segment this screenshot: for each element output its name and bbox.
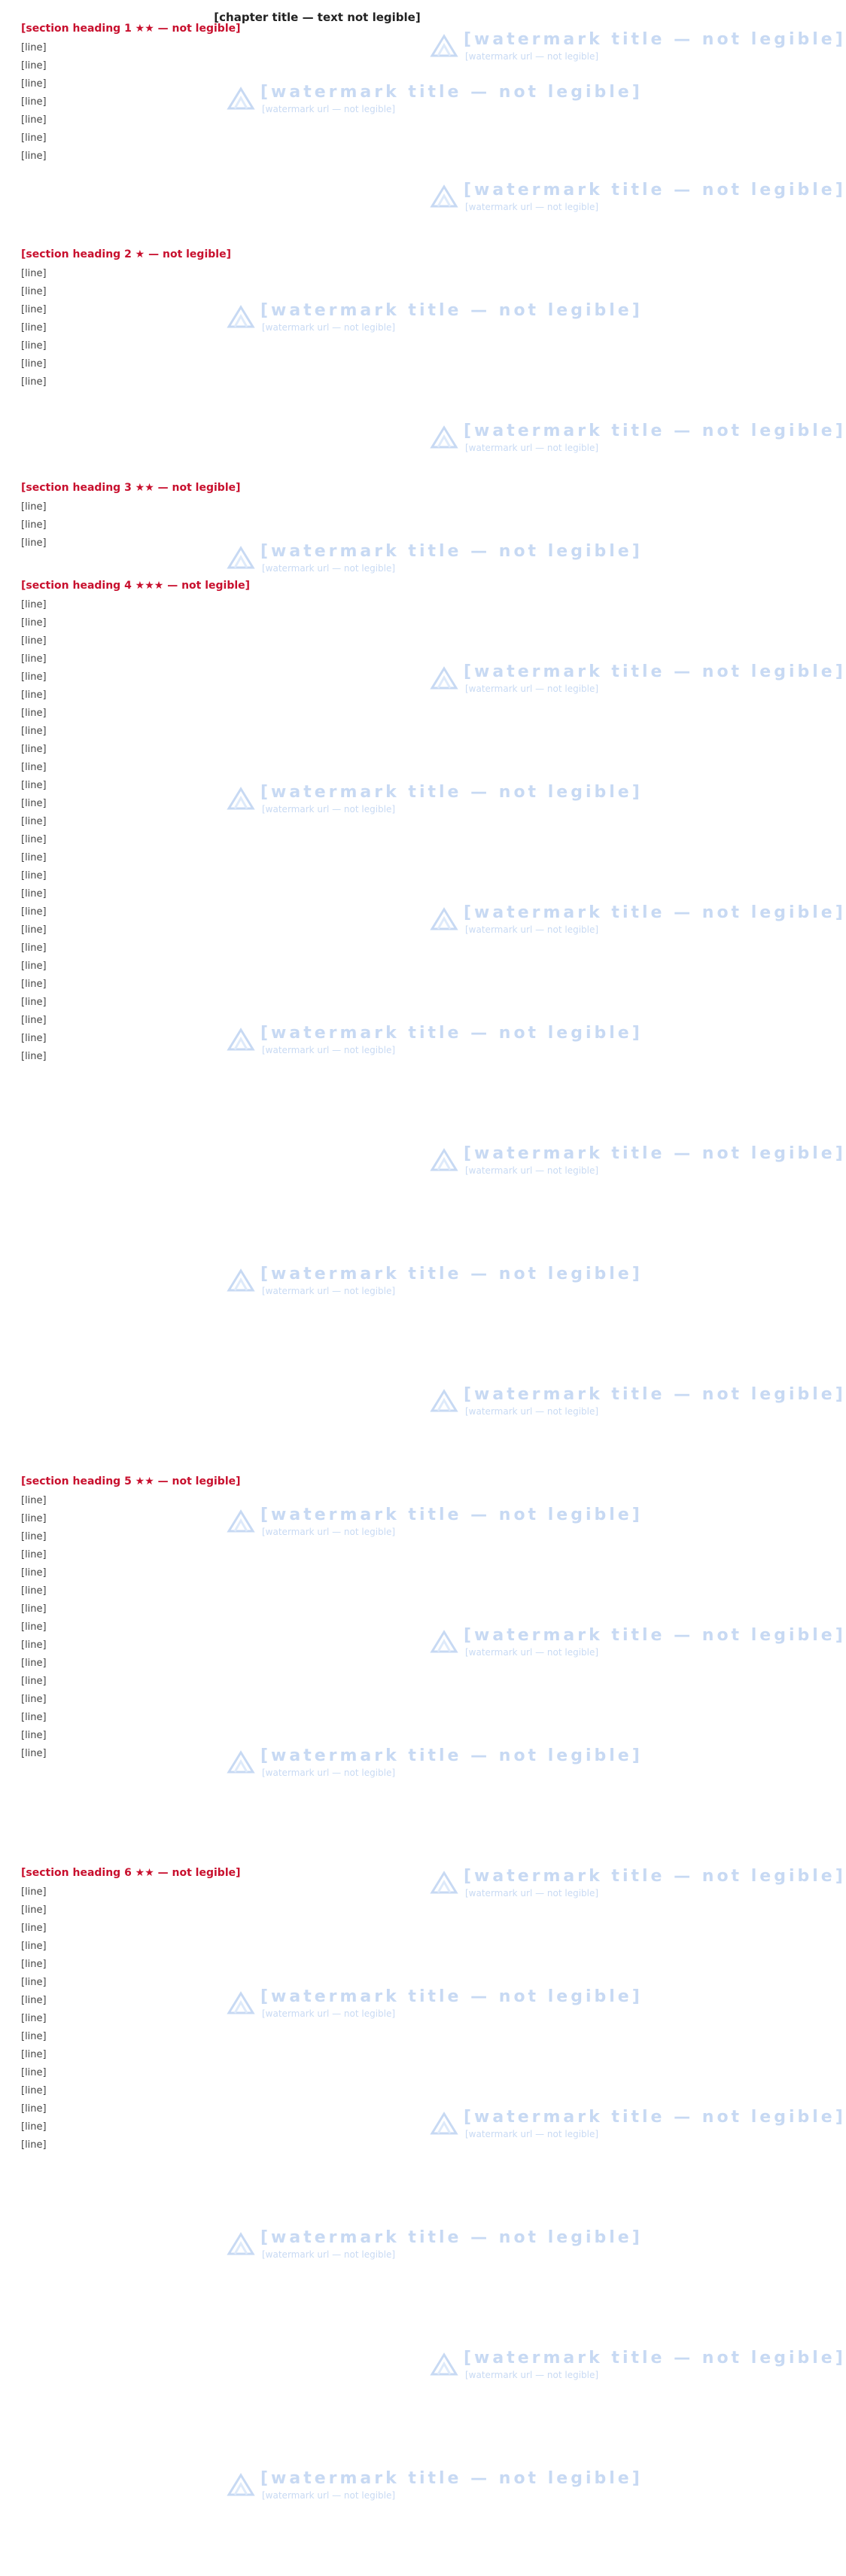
body-line: [line] xyxy=(21,1513,47,1524)
section-4 xyxy=(21,580,616,1066)
body-line: [line] xyxy=(21,2067,47,2078)
body-line: [line] xyxy=(21,924,47,936)
logo-icon xyxy=(226,86,256,113)
watermark-url: [watermark url — not legible] xyxy=(262,1286,396,1296)
body-line: [line] xyxy=(21,376,47,388)
body-line: [line] xyxy=(21,744,47,755)
watermark-title: [watermark title — not legible] xyxy=(260,1506,643,1524)
watermark-title: [watermark title — not legible] xyxy=(464,903,846,922)
watermark-logo xyxy=(226,1024,643,1058)
logo-icon xyxy=(226,1990,256,2017)
body-line: [line] xyxy=(21,1495,47,1506)
watermark-logo xyxy=(226,783,643,818)
body-line: [line] xyxy=(21,888,47,900)
body-line: [line] xyxy=(21,340,47,352)
body-line: [line] xyxy=(21,322,47,333)
watermark-title: [watermark title — not legible] xyxy=(260,301,643,320)
section-heading: [section heading 6 ★★ — not legible] xyxy=(21,1867,241,1879)
watermark-url: [watermark url — not legible] xyxy=(262,804,396,815)
watermark-title: [watermark title — not legible] xyxy=(260,2228,643,2247)
section-heading: [section heading 2 ★ — not legible] xyxy=(21,248,231,260)
logo-icon xyxy=(226,545,256,572)
watermark-url: [watermark url — not legible] xyxy=(465,2370,599,2380)
watermark-title: [watermark title — not legible] xyxy=(464,1867,846,1886)
body-line: [line] xyxy=(21,78,47,90)
watermark-url: [watermark url — not legible] xyxy=(465,51,599,62)
logo-icon xyxy=(226,2472,256,2499)
watermark-logo xyxy=(226,2469,643,2504)
body-line: [line] xyxy=(21,653,47,665)
body-line: [line] xyxy=(21,1676,47,1687)
logo-icon xyxy=(429,2111,459,2138)
body-line: [line] xyxy=(21,1748,47,1759)
body-line: [line] xyxy=(21,942,47,954)
watermark-logo xyxy=(429,2108,846,2142)
watermark-title: [watermark title — not legible] xyxy=(464,662,846,681)
body-line: [line] xyxy=(21,870,47,882)
watermark-title: [watermark title — not legible] xyxy=(260,1024,643,1043)
logo-icon xyxy=(226,786,256,813)
body-line: [line] xyxy=(21,151,47,162)
body-line: [line] xyxy=(21,1730,47,1741)
watermark-url: [watermark url — not legible] xyxy=(465,2129,599,2139)
body-line: [line] xyxy=(21,114,47,126)
watermark-url: [watermark url — not legible] xyxy=(465,924,599,935)
watermark-url: [watermark url — not legible] xyxy=(465,443,599,453)
body-line: [line] xyxy=(21,1694,47,1705)
watermark-logo xyxy=(429,30,846,65)
watermark-title: [watermark title — not legible] xyxy=(464,1144,846,1163)
watermark-title: [watermark title — not legible] xyxy=(260,83,643,102)
body-line: [line] xyxy=(21,1959,47,1970)
watermark-logo xyxy=(226,1987,643,2022)
body-line: [line] xyxy=(21,1923,47,1934)
watermark-logo xyxy=(226,2228,643,2263)
logo-icon xyxy=(226,1027,256,1054)
body-line: [line] xyxy=(21,1712,47,1723)
body-line: [line] xyxy=(21,2085,47,2096)
logo-icon xyxy=(429,2352,459,2379)
body-line: [line] xyxy=(21,2103,47,2115)
watermark-url: [watermark url — not legible] xyxy=(262,563,396,574)
body-line: [line] xyxy=(21,1995,47,2006)
watermark-logo xyxy=(429,903,846,938)
watermark-logo xyxy=(429,1144,846,1179)
body-line: [line] xyxy=(21,2121,47,2133)
body-line: [line] xyxy=(21,708,47,719)
watermark-title: [watermark title — not legible] xyxy=(464,1626,846,1645)
body-line: [line] xyxy=(21,1603,47,1615)
watermark-title: [watermark title — not legible] xyxy=(260,542,643,561)
watermark-url: [watermark url — not legible] xyxy=(465,1165,599,1176)
body-line: [line] xyxy=(21,132,47,144)
watermark-title: [watermark title — not legible] xyxy=(464,2349,846,2367)
body-line: [line] xyxy=(21,979,47,990)
watermark-url: [watermark url — not legible] xyxy=(262,322,396,333)
watermark-url: [watermark url — not legible] xyxy=(465,1647,599,1658)
body-line: [line] xyxy=(21,798,47,809)
watermark-logo xyxy=(226,542,643,577)
body-line: [line] xyxy=(21,1886,47,1898)
body-line: [line] xyxy=(21,617,47,629)
section-heading: [section heading 1 ★★ — not legible] xyxy=(21,23,241,35)
body-line: [line] xyxy=(21,1051,47,1062)
logo-icon xyxy=(226,304,256,331)
watermark-url: [watermark url — not legible] xyxy=(465,202,599,212)
logo-icon xyxy=(226,1749,256,1777)
watermark-logo xyxy=(429,181,846,215)
body-line: [line] xyxy=(21,1905,47,1916)
watermark-url: [watermark url — not legible] xyxy=(465,684,599,694)
body-line: [line] xyxy=(21,537,47,549)
watermark-title: [watermark title — not legible] xyxy=(464,181,846,199)
body-line: [line] xyxy=(21,1015,47,1026)
body-line: [line] xyxy=(21,1567,47,1579)
logo-icon xyxy=(429,1147,459,1174)
body-line: [line] xyxy=(21,997,47,1008)
body-line: [line] xyxy=(21,726,47,737)
body-line: [line] xyxy=(21,1549,47,1561)
watermark-url: [watermark url — not legible] xyxy=(262,2490,396,2501)
watermark-title: [watermark title — not legible] xyxy=(260,783,643,802)
watermark-url: [watermark url — not legible] xyxy=(262,104,396,114)
document-title: [chapter title — text not legible] xyxy=(214,11,421,24)
watermark-logo xyxy=(429,1626,846,1661)
watermark-title: [watermark title — not legible] xyxy=(464,1385,846,1404)
watermark-url: [watermark url — not legible] xyxy=(465,1406,599,1417)
body-line: [line] xyxy=(21,816,47,827)
body-line: [line] xyxy=(21,1941,47,1952)
watermark-logo xyxy=(429,1385,846,1420)
body-line: [line] xyxy=(21,852,47,863)
body-line: [line] xyxy=(21,2013,47,2024)
watermark-title: [watermark title — not legible] xyxy=(260,1987,643,2006)
logo-icon xyxy=(429,1388,459,1415)
body-line: [line] xyxy=(21,42,47,53)
logo-icon xyxy=(429,1629,459,1656)
body-line: [line] xyxy=(21,2049,47,2060)
body-line: [line] xyxy=(21,2031,47,2042)
body-line: [line] xyxy=(21,286,47,297)
watermark-title: [watermark title — not legible] xyxy=(260,1746,643,1765)
watermark-logo xyxy=(226,1506,643,1540)
body-line: [line] xyxy=(21,358,47,370)
body-line: [line] xyxy=(21,1621,47,1633)
body-line: [line] xyxy=(21,690,47,701)
body-line: [line] xyxy=(21,1531,47,1542)
watermark-title: [watermark title — not legible] xyxy=(464,2108,846,2127)
body-line: [line] xyxy=(21,268,47,279)
body-line: [line] xyxy=(21,635,47,647)
logo-icon xyxy=(429,184,459,211)
body-line: [line] xyxy=(21,780,47,791)
body-line: [line] xyxy=(21,1585,47,1597)
watermark-title: [watermark title — not legible] xyxy=(464,422,846,440)
body-line: [line] xyxy=(21,599,47,611)
body-line: [line] xyxy=(21,60,47,72)
watermark-url: [watermark url — not legible] xyxy=(262,1527,396,1537)
watermark-logo xyxy=(226,83,643,117)
body-line: [line] xyxy=(21,961,47,972)
watermark-url: [watermark url — not legible] xyxy=(262,1045,396,1055)
watermark-logo xyxy=(226,1265,643,1299)
watermark-title: [watermark title — not legible] xyxy=(464,30,846,49)
body-line: [line] xyxy=(21,1658,47,1669)
logo-icon xyxy=(429,425,459,452)
watermark-url: [watermark url — not legible] xyxy=(262,2008,396,2019)
body-line: [line] xyxy=(21,501,47,513)
body-line: [line] xyxy=(21,2139,47,2151)
logo-icon xyxy=(429,665,459,693)
watermark-logo xyxy=(226,1746,643,1781)
watermark-title: [watermark title — not legible] xyxy=(260,2469,643,2488)
body-line: [line] xyxy=(21,834,47,845)
logo-icon xyxy=(429,906,459,933)
watermark-url: [watermark url — not legible] xyxy=(465,1888,599,1899)
section-heading: [section heading 5 ★★ — not legible] xyxy=(21,1475,241,1487)
watermark-logo xyxy=(429,2349,846,2383)
body-line: [line] xyxy=(21,304,47,315)
section-heading: [section heading 4 ★★★ — not legible] xyxy=(21,580,251,592)
watermark-logo xyxy=(226,301,643,336)
logo-icon xyxy=(429,1870,459,1897)
watermark-title: [watermark title — not legible] xyxy=(260,1265,643,1283)
body-line: [line] xyxy=(21,762,47,773)
body-line: [line] xyxy=(21,1640,47,1651)
logo-icon xyxy=(226,2231,256,2258)
body-line: [line] xyxy=(21,671,47,683)
logo-icon xyxy=(226,1268,256,1295)
watermark-logo xyxy=(429,422,846,456)
watermark-url: [watermark url — not legible] xyxy=(262,2249,396,2260)
logo-icon xyxy=(429,33,459,60)
body-line: [line] xyxy=(21,519,47,531)
body-line: [line] xyxy=(21,96,47,108)
watermark-logo xyxy=(429,1867,846,1902)
watermark-logo xyxy=(429,662,846,697)
body-line: [line] xyxy=(21,1033,47,1044)
body-line: [line] xyxy=(21,1977,47,1988)
body-line: [line] xyxy=(21,906,47,918)
logo-icon xyxy=(226,1509,256,1536)
watermark-url: [watermark url — not legible] xyxy=(262,1768,396,1778)
section-heading: [section heading 3 ★★ — not legible] xyxy=(21,482,241,494)
